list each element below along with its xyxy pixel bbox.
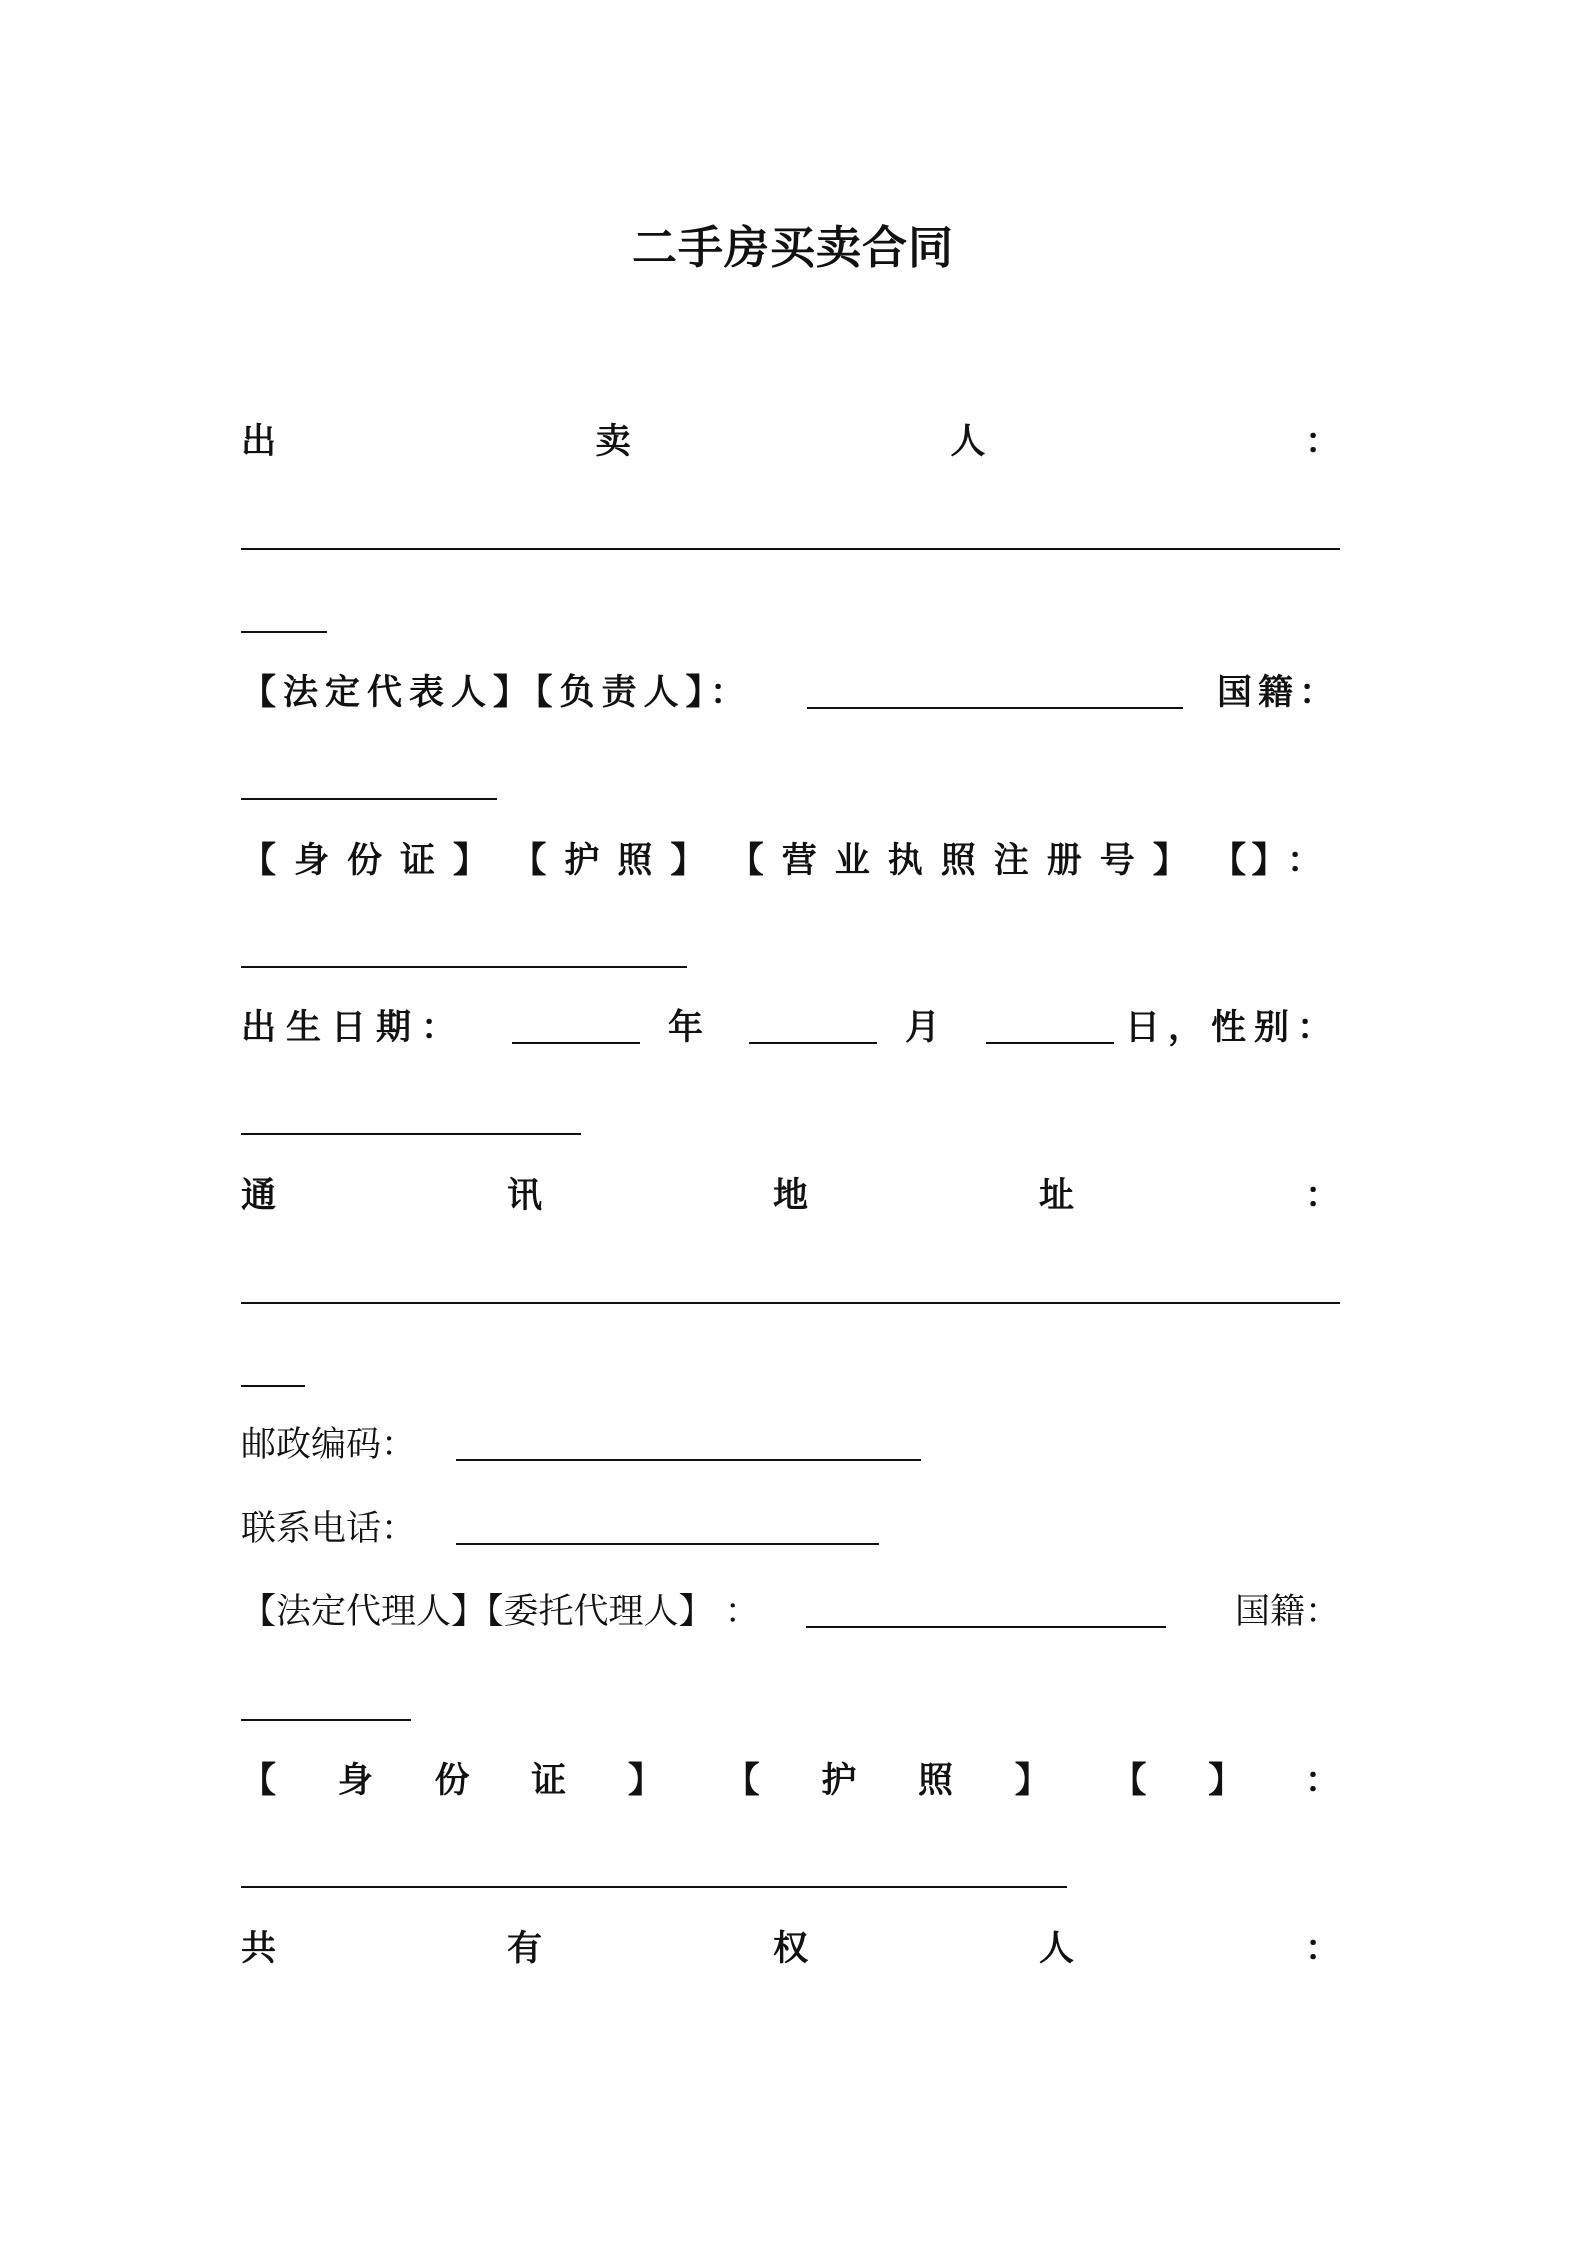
agent-id-row	[241, 1756, 1340, 1806]
agent-label: 【法定代理人】【委托代理人】 ：	[241, 1592, 760, 1632]
agent-nationality-label: 国籍：	[1234, 1592, 1340, 1632]
agent-id-item: 【	[724, 1761, 760, 1801]
id-number-blank[interactable]	[241, 966, 687, 968]
address-label-char: 讯	[506, 1176, 542, 1216]
agent-id-item: 照	[918, 1761, 954, 1801]
phone-row	[241, 1504, 1340, 1554]
agent-nationality-blank[interactable]	[241, 1719, 411, 1721]
co-owner-label-char: 权	[772, 1929, 808, 1969]
id-type-row	[241, 836, 1340, 886]
birth-label: 出生日期：	[241, 1008, 467, 1048]
id-type-item: 】：	[1251, 841, 1340, 881]
co-owner-label-char: ：	[1304, 1929, 1340, 1969]
agent-id-number-blank[interactable]	[241, 1886, 1067, 1888]
id-type-item: 【	[1211, 841, 1247, 881]
address-label-char: 地	[772, 1176, 808, 1216]
phone-number-blank[interactable]	[456, 1513, 879, 1545]
birth-year-label: 年	[668, 1008, 704, 1048]
representative-row	[241, 668, 1340, 718]
address-blank[interactable]	[241, 1302, 1340, 1304]
id-type-item: 【营业执照注册号】	[728, 841, 1206, 881]
seller-name-blank-continued[interactable]	[241, 631, 327, 633]
agent-id-item: 份	[434, 1761, 470, 1801]
seller-label-char: 人	[950, 422, 986, 462]
birth-month-blank[interactable]	[749, 1012, 877, 1044]
document-title: 二手房买卖合同	[631, 221, 954, 274]
agent-name-blank[interactable]	[806, 1596, 1166, 1628]
agent-id-item: 【	[1111, 1761, 1147, 1801]
co-owner-label-row	[241, 1924, 1340, 1974]
id-type-item: 【护照】	[511, 841, 724, 881]
agent-id-item: 】	[1014, 1761, 1050, 1801]
seller-label-char: 出	[241, 422, 277, 462]
phone-label: 联系电话：	[241, 1509, 417, 1549]
postal-row	[241, 1420, 1340, 1470]
address-label-char: ：	[1304, 1176, 1340, 1216]
co-owner-label-char: 共	[241, 1929, 277, 1969]
agent-id-item: 】	[1208, 1761, 1244, 1801]
postal-label: 邮政编码：	[241, 1425, 417, 1465]
agent-id-item: ：	[1304, 1761, 1340, 1801]
address-label-char: 通	[241, 1176, 277, 1216]
agent-id-item: 护	[821, 1761, 857, 1801]
representative-label: 【法定代表人】【负责人】：	[241, 673, 753, 713]
birth-day-blank[interactable]	[986, 1012, 1114, 1044]
postal-code-blank[interactable]	[456, 1429, 921, 1461]
birth-year-blank[interactable]	[512, 1012, 640, 1044]
agent-row	[241, 1587, 1340, 1637]
seller-label-row	[241, 417, 1340, 467]
birth-day-gender-label: 日，性别：	[1124, 1008, 1340, 1048]
agent-id-item: 】	[627, 1761, 663, 1801]
address-label-char: 址	[1038, 1176, 1074, 1216]
seller-label-char: ：	[1304, 422, 1340, 462]
address-label-row	[241, 1171, 1340, 1221]
co-owner-label-char: 人	[1038, 1929, 1074, 1969]
seller-label-char: 卖	[595, 422, 631, 462]
agent-id-item: 证	[531, 1761, 567, 1801]
representative-name-blank[interactable]	[807, 677, 1183, 709]
agent-id-item: 身	[337, 1761, 373, 1801]
birth-row	[241, 1003, 1340, 1053]
address-blank-continued[interactable]	[241, 1385, 305, 1387]
seller-name-blank[interactable]	[241, 548, 1340, 550]
co-owner-label-char: 有	[506, 1929, 542, 1969]
representative-nationality-label: 国籍：	[1216, 673, 1340, 713]
representative-nationality-blank[interactable]	[241, 798, 497, 800]
birth-month-label: 月	[905, 1008, 941, 1048]
gender-blank[interactable]	[241, 1133, 581, 1135]
id-type-item: 【身份证】	[241, 841, 507, 881]
agent-id-item: 【	[241, 1761, 277, 1801]
